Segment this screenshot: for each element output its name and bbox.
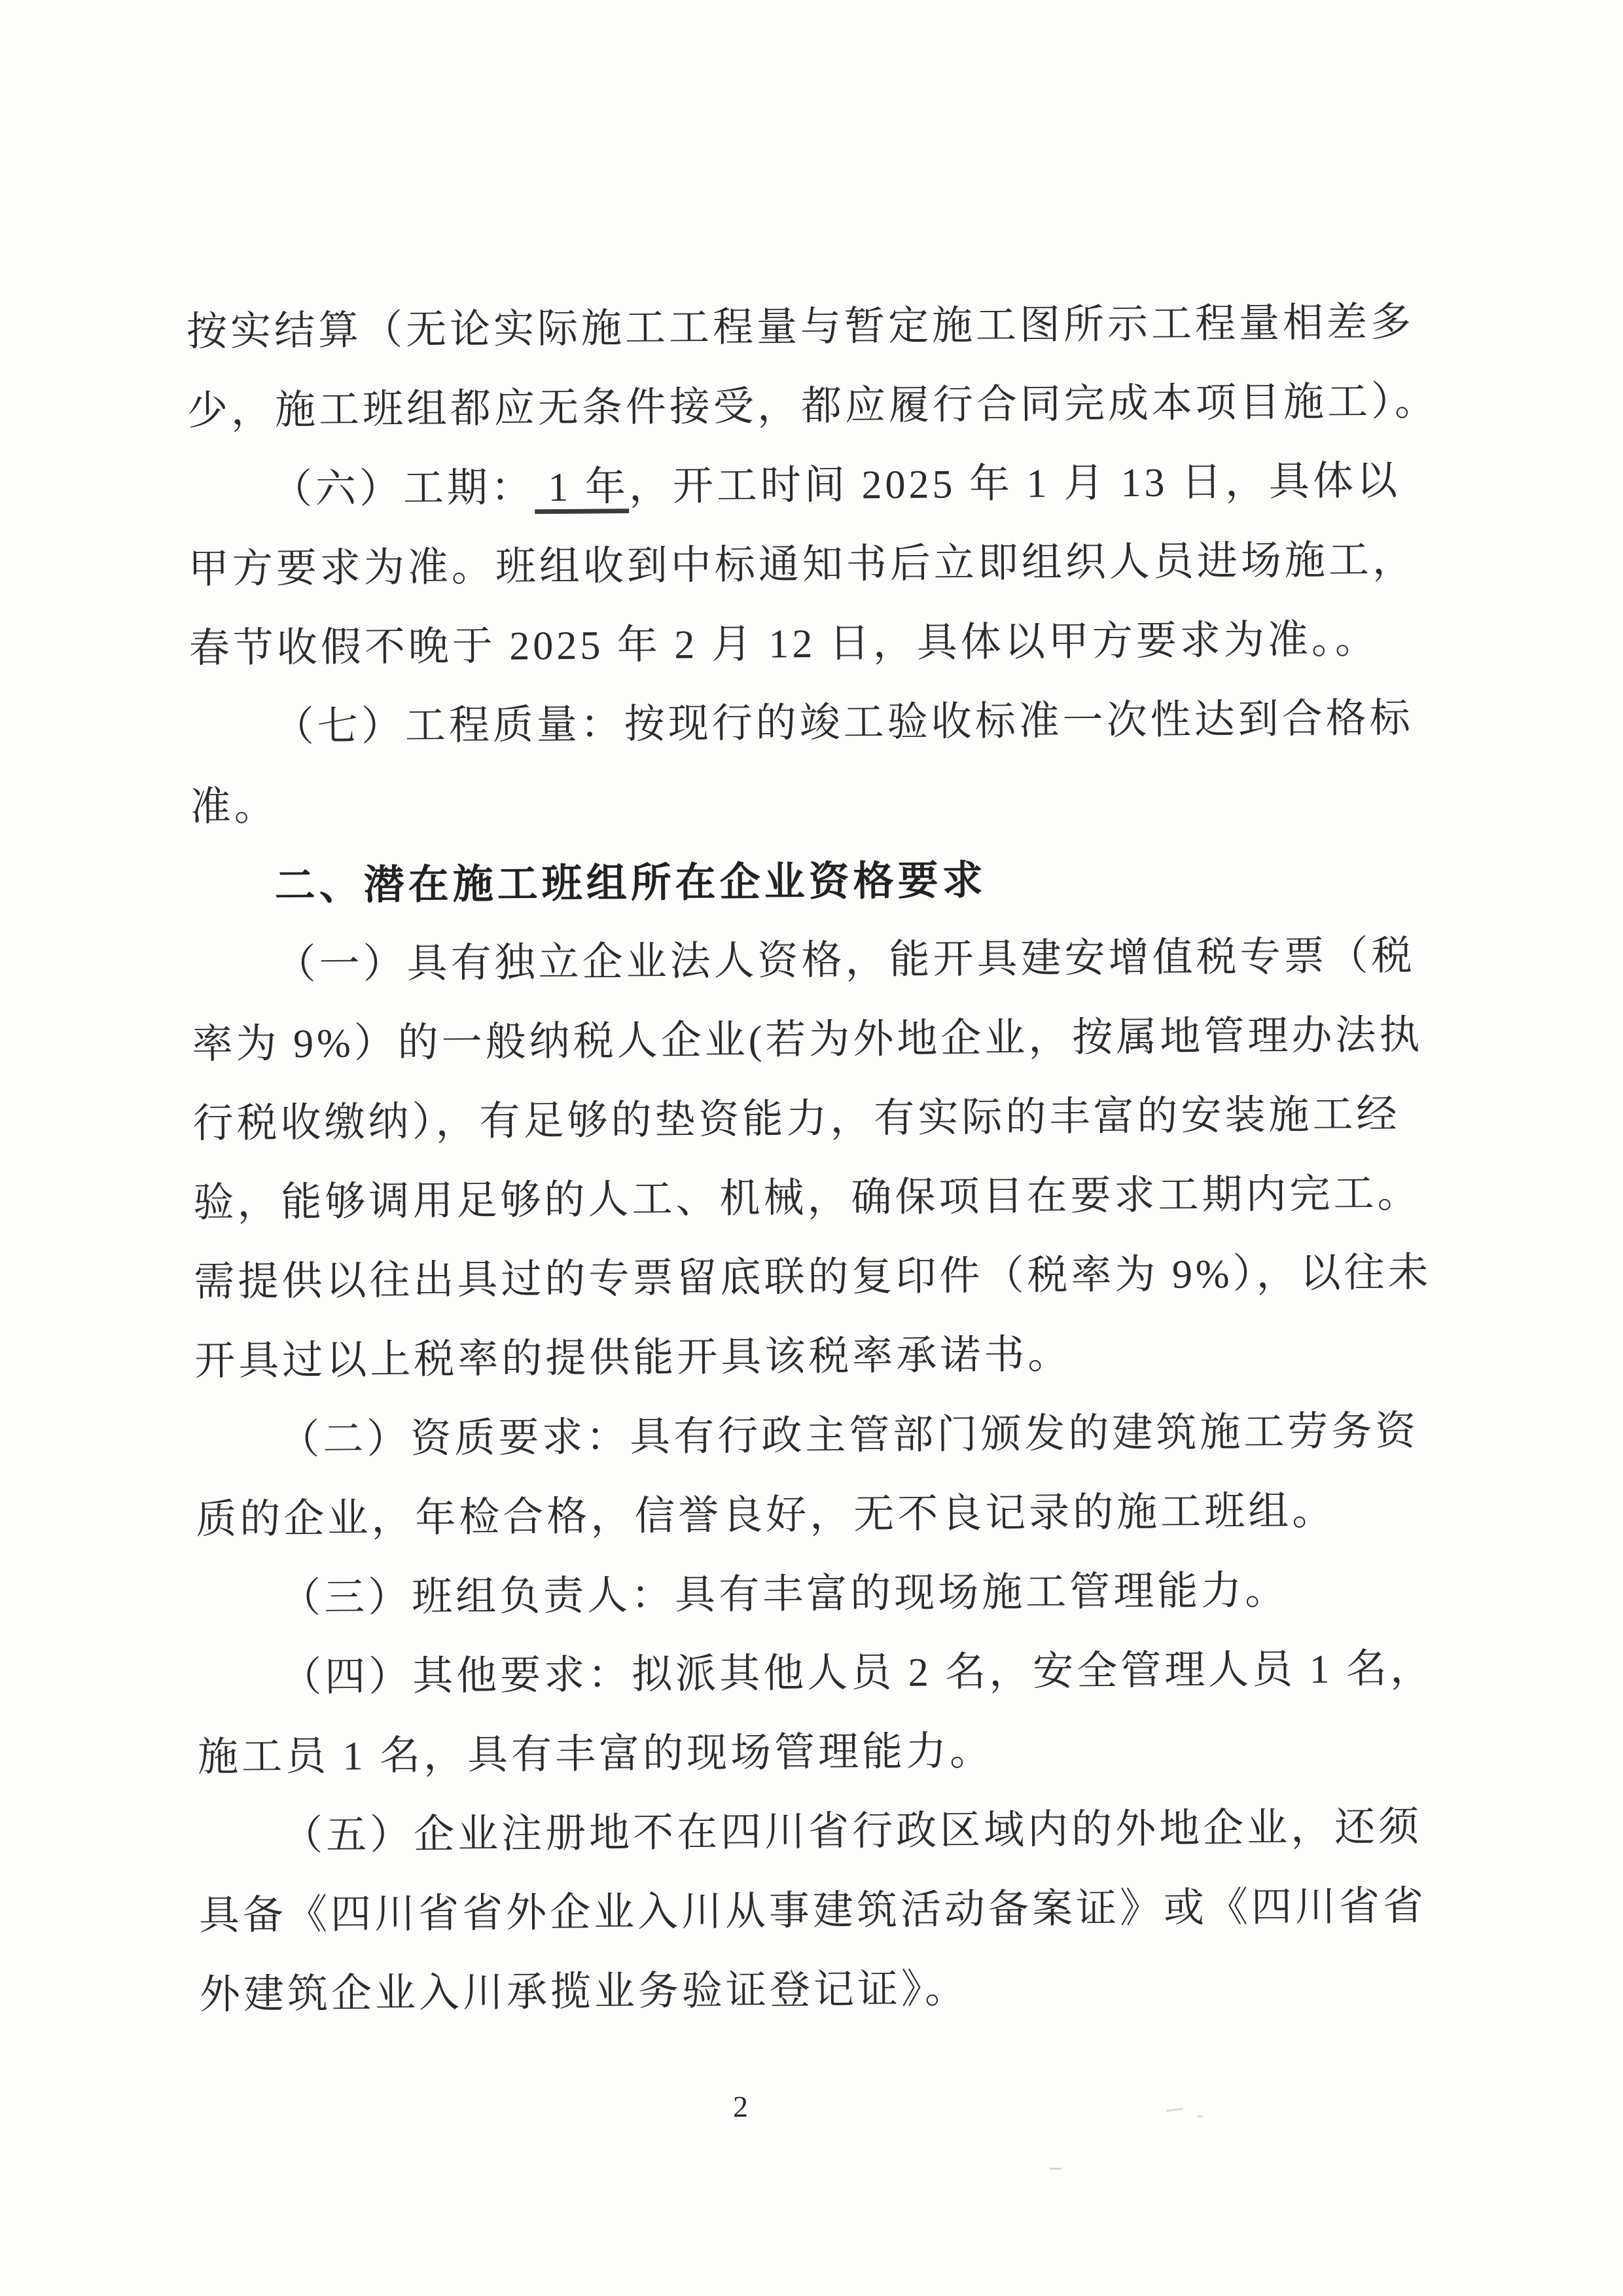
line-text: 需提供以往出具过的专票留底联的复印件（税率为 9%），以往未 [194,1250,1432,1305]
line-text: 施工员 1 名，具有丰富的现场管理能力。 [197,1729,994,1780]
scan-artifact [1198,2115,1203,2117]
text-line [187,442,1421,531]
text-line [192,996,1426,1085]
line-text: ，开工时间 2025 年 1 月 13 日，具体以 [628,458,1401,510]
text-line [197,1630,1435,1719]
text-line [191,917,1425,1006]
line-text: 甲方要求为准。班组收到中标通知书后立即组织人员进场施工， [188,537,1417,592]
text-line [188,521,1422,610]
scan-artifact [1166,2108,1183,2112]
line-text: （三）班组负责人：具有丰富的现场施工管理能力。 [279,1568,1289,1621]
line-text: 具备《四川省省外企业入川从事建筑活动备案证》或《四川省省 [198,1884,1427,1939]
text-line [195,1392,1429,1481]
line-text: 春节收假不晚于 2025 年 2 月 12 日，具体以甲方要求为准。。 [188,617,1380,672]
text-line [192,1075,1427,1164]
text-line [187,363,1439,452]
text-line [200,1946,1434,2036]
scan-artifact [1050,2168,1061,2170]
line-text: 验，能够调用足够的人工、机械，确保项目在要求工期内完工。 [193,1171,1421,1226]
text-line [193,1155,1427,1244]
section-heading [190,838,1425,927]
line-text: 准。 [190,784,279,830]
line-text: （四）其他要求：拟派其他人员 2 名，安全管理人员 1 名， [280,1646,1435,1700]
line-text: （六）工期： [271,465,535,512]
text-lines [186,283,1439,2036]
text-line [198,1709,1432,1798]
text-line [187,283,1421,372]
page-number: 2 [732,2089,749,2124]
text-line [190,759,1424,848]
line-text: 行税收缴纳），有足够的垫资能力，有实际的丰富的安装施工经 [192,1092,1400,1147]
line-text: （七）工程质量：按现行的竣工验收标准一次性达到合格标 [273,696,1414,750]
line-text: 质的企业，年检合格，信誉良好，无不良记录的施工班组。 [196,1488,1336,1543]
underlined-duration: 1 年 [534,465,630,511]
line-text: 少，施工班组都应无条件接受，都应履行合同完成本项目施工）。 [187,379,1439,434]
line-text: （五）企业注册地不在四川省行政区域内的外地企业，还须 [281,1804,1423,1859]
line-text: 开具过以上税率的提供能开具该税率承诺书。 [194,1332,1072,1384]
line-text: 按实结算（无论实际施工工程量与暂定施工图所示工程量相差多 [186,300,1415,355]
text-line [198,1788,1433,1877]
line-text: 率为 9%）的一般纳税人企业(若为外地企业，按属地管理办法执 [192,1013,1423,1067]
text-line [189,679,1423,768]
line-text: 外建筑企业入川承揽业务验证登记证》。 [199,1967,969,2018]
text-line [194,1313,1429,1402]
text-line [188,600,1423,689]
text-line [199,1867,1433,1956]
text-line [196,1471,1430,1560]
text-line [196,1551,1431,1640]
text-line [194,1234,1432,1323]
line-text: （一）具有独立企业法人资格，能开具建安增值税专票（税 [275,933,1416,988]
line-text: 二、潜在施工班组所在企业资格要求 [274,857,987,909]
line-text: （二）资质要求：具有行政主管部门颁发的建筑施工劳务资 [279,1408,1419,1463]
